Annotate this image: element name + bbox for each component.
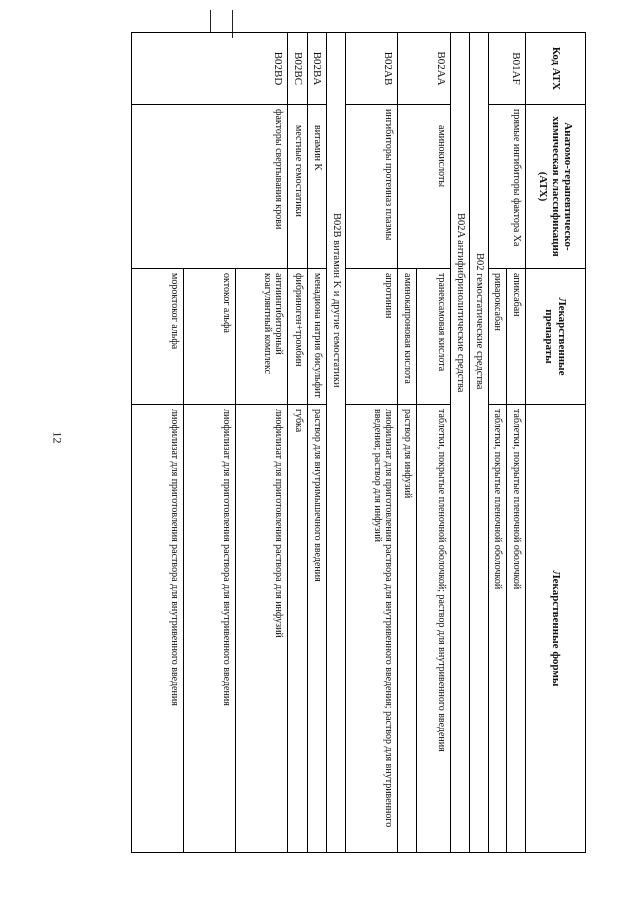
drug-name: ривароксабан (489, 269, 508, 405)
atc-class: аминокислоты (398, 105, 451, 269)
atc-class: прямые ингибиторы фактора Xa (489, 105, 526, 269)
drug-name: апиксабан (507, 269, 526, 405)
drug-form: раствор для инфузий (398, 405, 417, 853)
drug-form: таблетки, покрытые пленочной оболочкой (507, 405, 526, 853)
scan-rule (210, 10, 211, 32)
table-row (236, 33, 288, 853)
drug-name: апротинин (346, 269, 398, 405)
drug-form: лиофилизат для приготовления раствора для инфузий (236, 405, 288, 853)
section-row (327, 33, 346, 853)
atc-code: B01AF (489, 33, 526, 105)
atc-class: ингибиторы протеиназ плазмы (346, 105, 398, 269)
drug-form: таблетки, покрытые пленочной оболочкой; раствор для внутривенного введения (416, 405, 450, 853)
drug-name: транексамовая кислота (416, 269, 450, 405)
section-row (469, 33, 488, 853)
header-forms: Лекарственные формы (526, 405, 586, 853)
header-classification: Анатомо-терапевтическо-химическая классификация (АТХ) (526, 105, 586, 269)
atc-class: витамин K (307, 105, 327, 269)
table-row (416, 33, 450, 853)
atc-class: факторы свертывания крови (132, 105, 288, 269)
atc-class: местные гемостатики (288, 105, 308, 269)
drug-name: октоког альфа (184, 269, 236, 405)
section-heading: B02A антифибринолитические средства (450, 33, 469, 853)
drug-name: фибриноген+тромбин (288, 269, 308, 405)
table-header-row (526, 33, 586, 853)
drug-form: губка (288, 405, 308, 853)
atc-code: B02BA (307, 33, 327, 105)
table-row (288, 33, 308, 853)
drug-form: таблетки, покрытые пленочной оболочкой (489, 405, 508, 853)
table-row (346, 33, 398, 853)
table-row (507, 33, 526, 853)
drug-name: аминокапроновая кислота (398, 269, 417, 405)
section-row (450, 33, 469, 853)
drug-name: мороктоког альфа (132, 269, 184, 405)
table-row (307, 33, 327, 853)
drug-table-rotated (80, 32, 586, 852)
atc-code: B02AB (346, 33, 398, 105)
section-heading: B02B витамин K и другие гемостатики (327, 33, 346, 853)
header-drugs: Лекарственные препараты (526, 269, 586, 405)
page-number: 12 (50, 431, 65, 444)
drug-form: лиофилизат для приготовления раствора для внутривенного введения (132, 405, 184, 853)
drug-table (131, 32, 586, 853)
atc-code: B02BD (132, 33, 288, 105)
drug-form: раствор для внутримышечного введения (307, 405, 327, 853)
header-code: Код АТХ (526, 33, 586, 105)
drug-form: лиофилизат для приготовления раствора для внутривенного введения; раствор для внутривенного введения; раствор для инфузий (346, 405, 398, 853)
drug-name: менадиона натрия бисульфит (307, 269, 327, 405)
section-heading: B02 гемостатические средства (469, 33, 488, 853)
atc-code: B02BC (288, 33, 308, 105)
drug-name: антиингибиторный коагулянтный комплекс (236, 269, 288, 405)
drug-form: лиофилизат для приготовления раствора для внутривенного введения (184, 405, 236, 853)
atc-code: B02AA (398, 33, 451, 105)
